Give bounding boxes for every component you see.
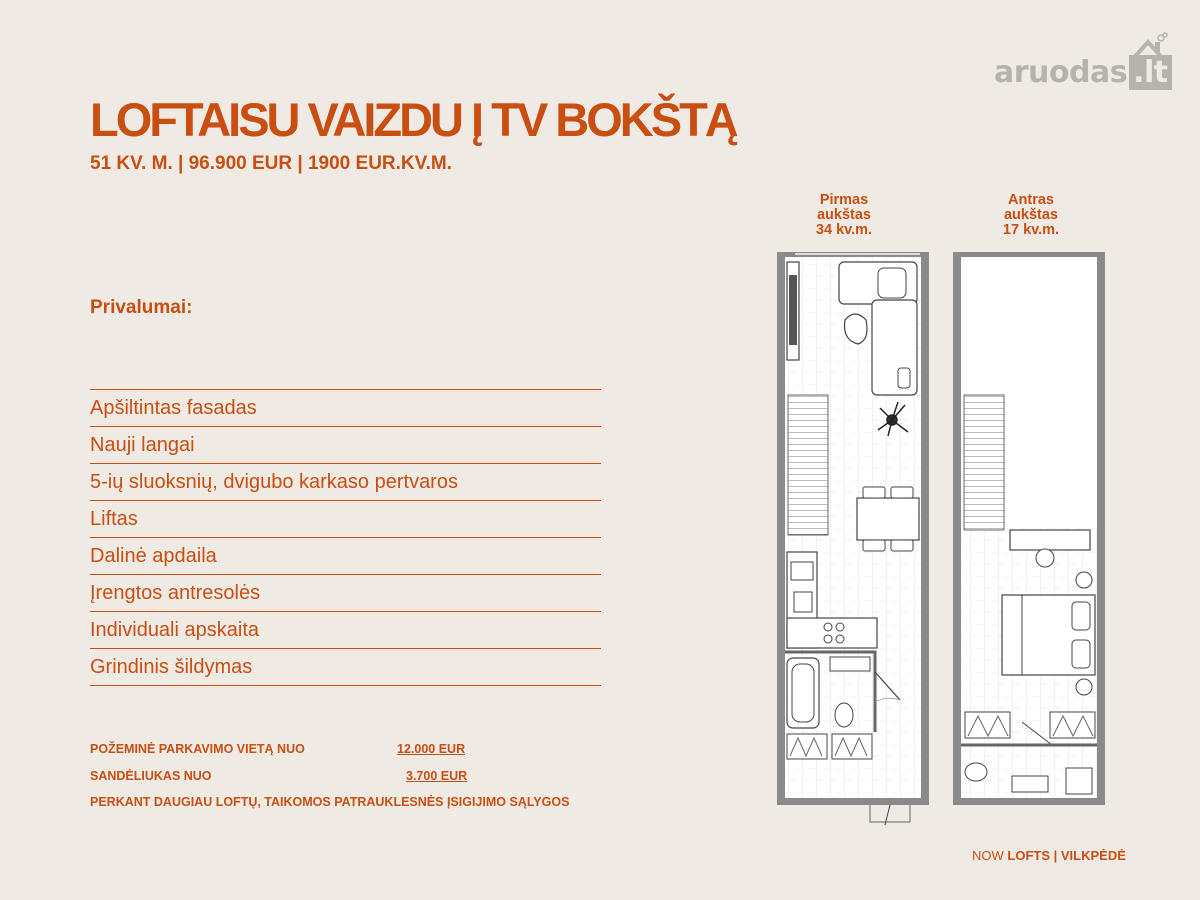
list-item: Individuali apskaita [90,611,601,648]
toilet-icon [965,763,987,781]
lamp-icon [1076,572,1092,588]
advantages-list [90,389,601,686]
advantages-heading: Privalumai: [90,297,193,318]
second-floor-label [966,193,1096,238]
parking-label: POŽEMINĖ PARKAVIMO VIETĄ NUO [90,742,305,756]
bed-icon [1002,595,1095,675]
purchase-note: PERKANT DAUGIAU LOFTŲ, TAIKOMOS PATRAUKLESNĖS ĮSIGIJIMO SĄLYGOS [90,795,570,809]
staircase [788,395,828,535]
list-item: 5-ių sluoksnių, dvigubo karkaso pertvaros [90,463,601,500]
footer-brand [972,848,1126,863]
list-item: Dalinė apdaila [90,537,601,574]
list-item: Apšiltintas fasadas [90,389,601,426]
footer-brand-name: LOFTS [1007,848,1050,863]
list-item: Įrengtos antresolės [90,574,601,611]
second-floor-plan [953,252,1105,805]
house-chimney-icon [1128,32,1168,62]
logo-suffix: .lt [1129,55,1172,90]
storage-unit [787,734,827,759]
desk [1010,530,1090,550]
footer-separator: | [1050,848,1061,863]
first-floor-plan [777,252,929,825]
storage-price: 3.700 EUR [406,769,468,783]
footer-prefix: NOW [972,848,1008,863]
sink-icon [1012,776,1048,792]
lamp-icon [1076,679,1092,695]
chair-icon [1036,549,1054,567]
page-subtitle: 51 KV. M. | 96.900 EUR | 1900 EUR.KV.M. [90,153,452,174]
first-floor-label [779,193,909,238]
footer-location: VILKPĖDĖ [1060,848,1126,863]
staircase [964,395,1004,530]
list-item: Grindinis šildymas [90,648,601,686]
first-floor-line2: aukštas [816,207,871,223]
logo-text: aruodas [994,55,1128,90]
second-floor-area: 17 kv.m. [1002,222,1060,238]
first-floor-line1: Pirmas [819,192,869,208]
sink-icon [830,657,870,671]
list-item: Liftas [90,500,601,537]
list-item: Nauji langai [90,426,601,463]
storage-unit [832,734,872,759]
second-floor-line1: Antras [1008,192,1054,208]
first-floor-area: 34 kv.m. [815,222,873,238]
toilet-icon [835,703,853,727]
storage-label: SANDĖLIUKAS NUO [90,769,212,783]
second-floor-line2: aukštas [1003,207,1058,223]
floor-plans [760,240,1120,835]
page-title: LOFTAISU VAIZDU Į TV BOKŠTĄ [90,93,736,146]
shower-icon [1066,768,1092,794]
parking-price: 12.000 EUR [397,742,466,756]
